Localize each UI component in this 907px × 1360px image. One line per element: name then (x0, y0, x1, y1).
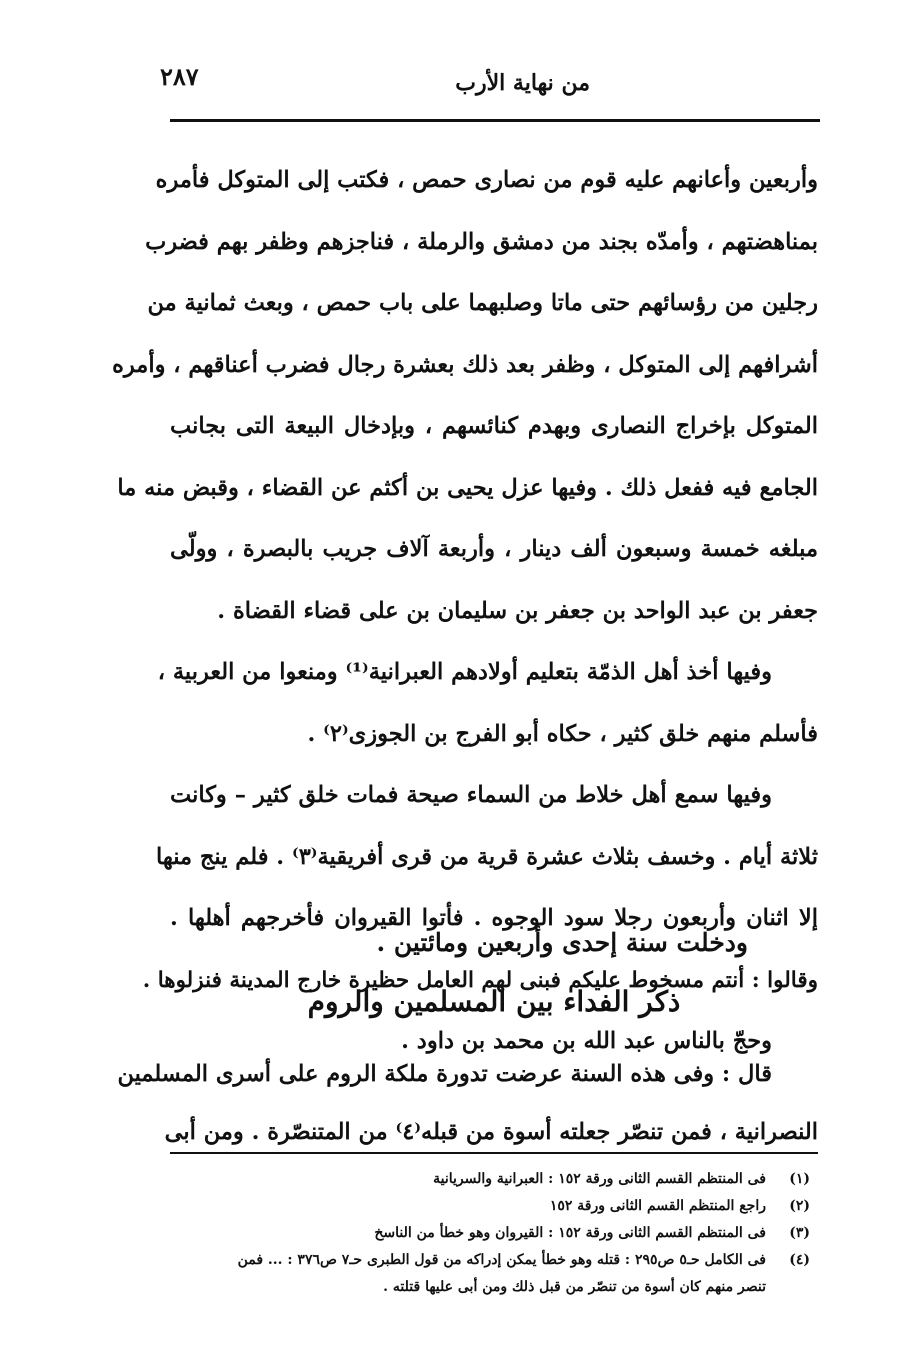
text-line: إلا اثنان وأربعون رجلا سود الوجوه . فأتوا القيروان فأخرجهم أهلها . (170, 905, 818, 931)
text-line: جعفر بن عبد الواحد بن جعفر بن سليمان بن على قضاء القضاة . (217, 597, 818, 624)
paragraph-1 (112, 150, 818, 642)
text-line: بمناهضتهم ، وأمدّه بجند من دمشق والرملة ، فناجزهم وظفر بهم فضرب (145, 228, 818, 255)
section-title: ذكر الفداء بين المسلمين والروم (307, 985, 681, 1018)
text-line: وقالوا : أنتم مسخوط عليكم فبنى لهم العامل حظيرة خارج المدينة فنزلوها . (142, 967, 818, 993)
text-line: النصرانية ، فمن تنصّر جعلته أسوة من قبله⁽٤⁾ من المتنصّرة . ومن أبى (164, 1119, 818, 1145)
footnote-2 (190, 1193, 810, 1220)
footnote-4 (190, 1247, 810, 1274)
page-header (160, 62, 820, 102)
paragraph-2 (157, 642, 818, 765)
text-line: فأسلم منهم خلق كثير ، حكاه أبو الفرج بن الجوزى⁽٢⁾ . (307, 720, 818, 747)
footnote-continuation: تنصر منهم كان أسوة من تنصّر من قبل ذلك ومن أبى عليها قتلته . (383, 1279, 766, 1295)
footnote-text: فى المنتظم القسم الثانى ورقة ١٥٢ : القيروان وهو خطأ من الناسخ (374, 1225, 766, 1241)
footnote-rule (170, 1152, 818, 1154)
text-line: وحجّ بالناس عبد الله بن محمد بن داود . (401, 1028, 772, 1054)
text-line: وفيها أخذ أهل الذمّة بتعليم أولادهم العبرانية⁽¹⁾ ومنعوا من العربية ، (157, 659, 772, 685)
footnote-text: راجع المنتظم القسم الثانى ورقة ١٥٢ (549, 1198, 766, 1214)
section-text (117, 1045, 818, 1161)
text-line: مبلغه خمسة وسبعون ألف دينار ، وأربعة آلاف جريب بالبصرة ، وولّى (170, 536, 818, 562)
text-line: الجامع فيه ففعل ذلك . وفيها عزل يحيى بن أكثم عن القضاء ، وقبض منه ما (117, 474, 818, 501)
text-line: ثلاثة أيام . وخسف بثلاث عشرة قرية من قرى أفريقية⁽٣⁾ . فلم ينج منها (155, 843, 818, 870)
paragraph-3 (142, 765, 818, 1011)
footnote-number: (٤) (789, 1252, 810, 1268)
footnote-number: (٣) (789, 1225, 810, 1241)
text-line: وأربعين وأعانهم عليه قوم من نصارى حمص ، فكتب إلى المتوكل فأمره (155, 167, 818, 193)
footnote-1 (190, 1166, 810, 1193)
text-line: المتوكل بإخراج النصارى وبهدم كنائسهم ، وبإدخال البيعة التى بجانب (170, 413, 818, 439)
header-rule (170, 119, 820, 122)
footnote-text: فى المنتظم القسم الثانى ورقة ١٥٢ : العبرانية والسريانية (433, 1171, 766, 1187)
text-line: رجلين من رؤسائهم حتى ماتا وصلبهما على باب حمص ، وبعث ثمانية من (147, 290, 818, 316)
footnotes (190, 1166, 810, 1301)
footnote-3 (190, 1220, 810, 1247)
text-line: قال : وفى هذه السنة عرضت تدورة ملكة الروم على أسرى المسلمين (117, 1061, 772, 1087)
footnote-number: (١) (789, 1171, 810, 1187)
running-title: من نهاية الأرب (455, 70, 590, 96)
text-line: أشرافهم إلى المتوكل ، وظفر بعد ذلك بعشرة رجال فضرب أعناقهم ، وأمره (112, 351, 818, 378)
footnote-number: (٢) (789, 1198, 810, 1214)
year-heading: ودخلت سنة إحدى وأربعين ومائتين . (376, 928, 748, 957)
text-line: وفيها سمع أهل خلاط من السماء صيحة فمات خلق كثير – وكانت (170, 782, 772, 808)
page-number: ٢٨٧ (160, 62, 199, 91)
footnote-text: فى الكامل حـ٥ ص٢٩٥ : قتله وهو خطأ يمكن إدراكه من قول الطبرى حـ٧ ص٣٧٦ : ... فمن (237, 1252, 766, 1268)
